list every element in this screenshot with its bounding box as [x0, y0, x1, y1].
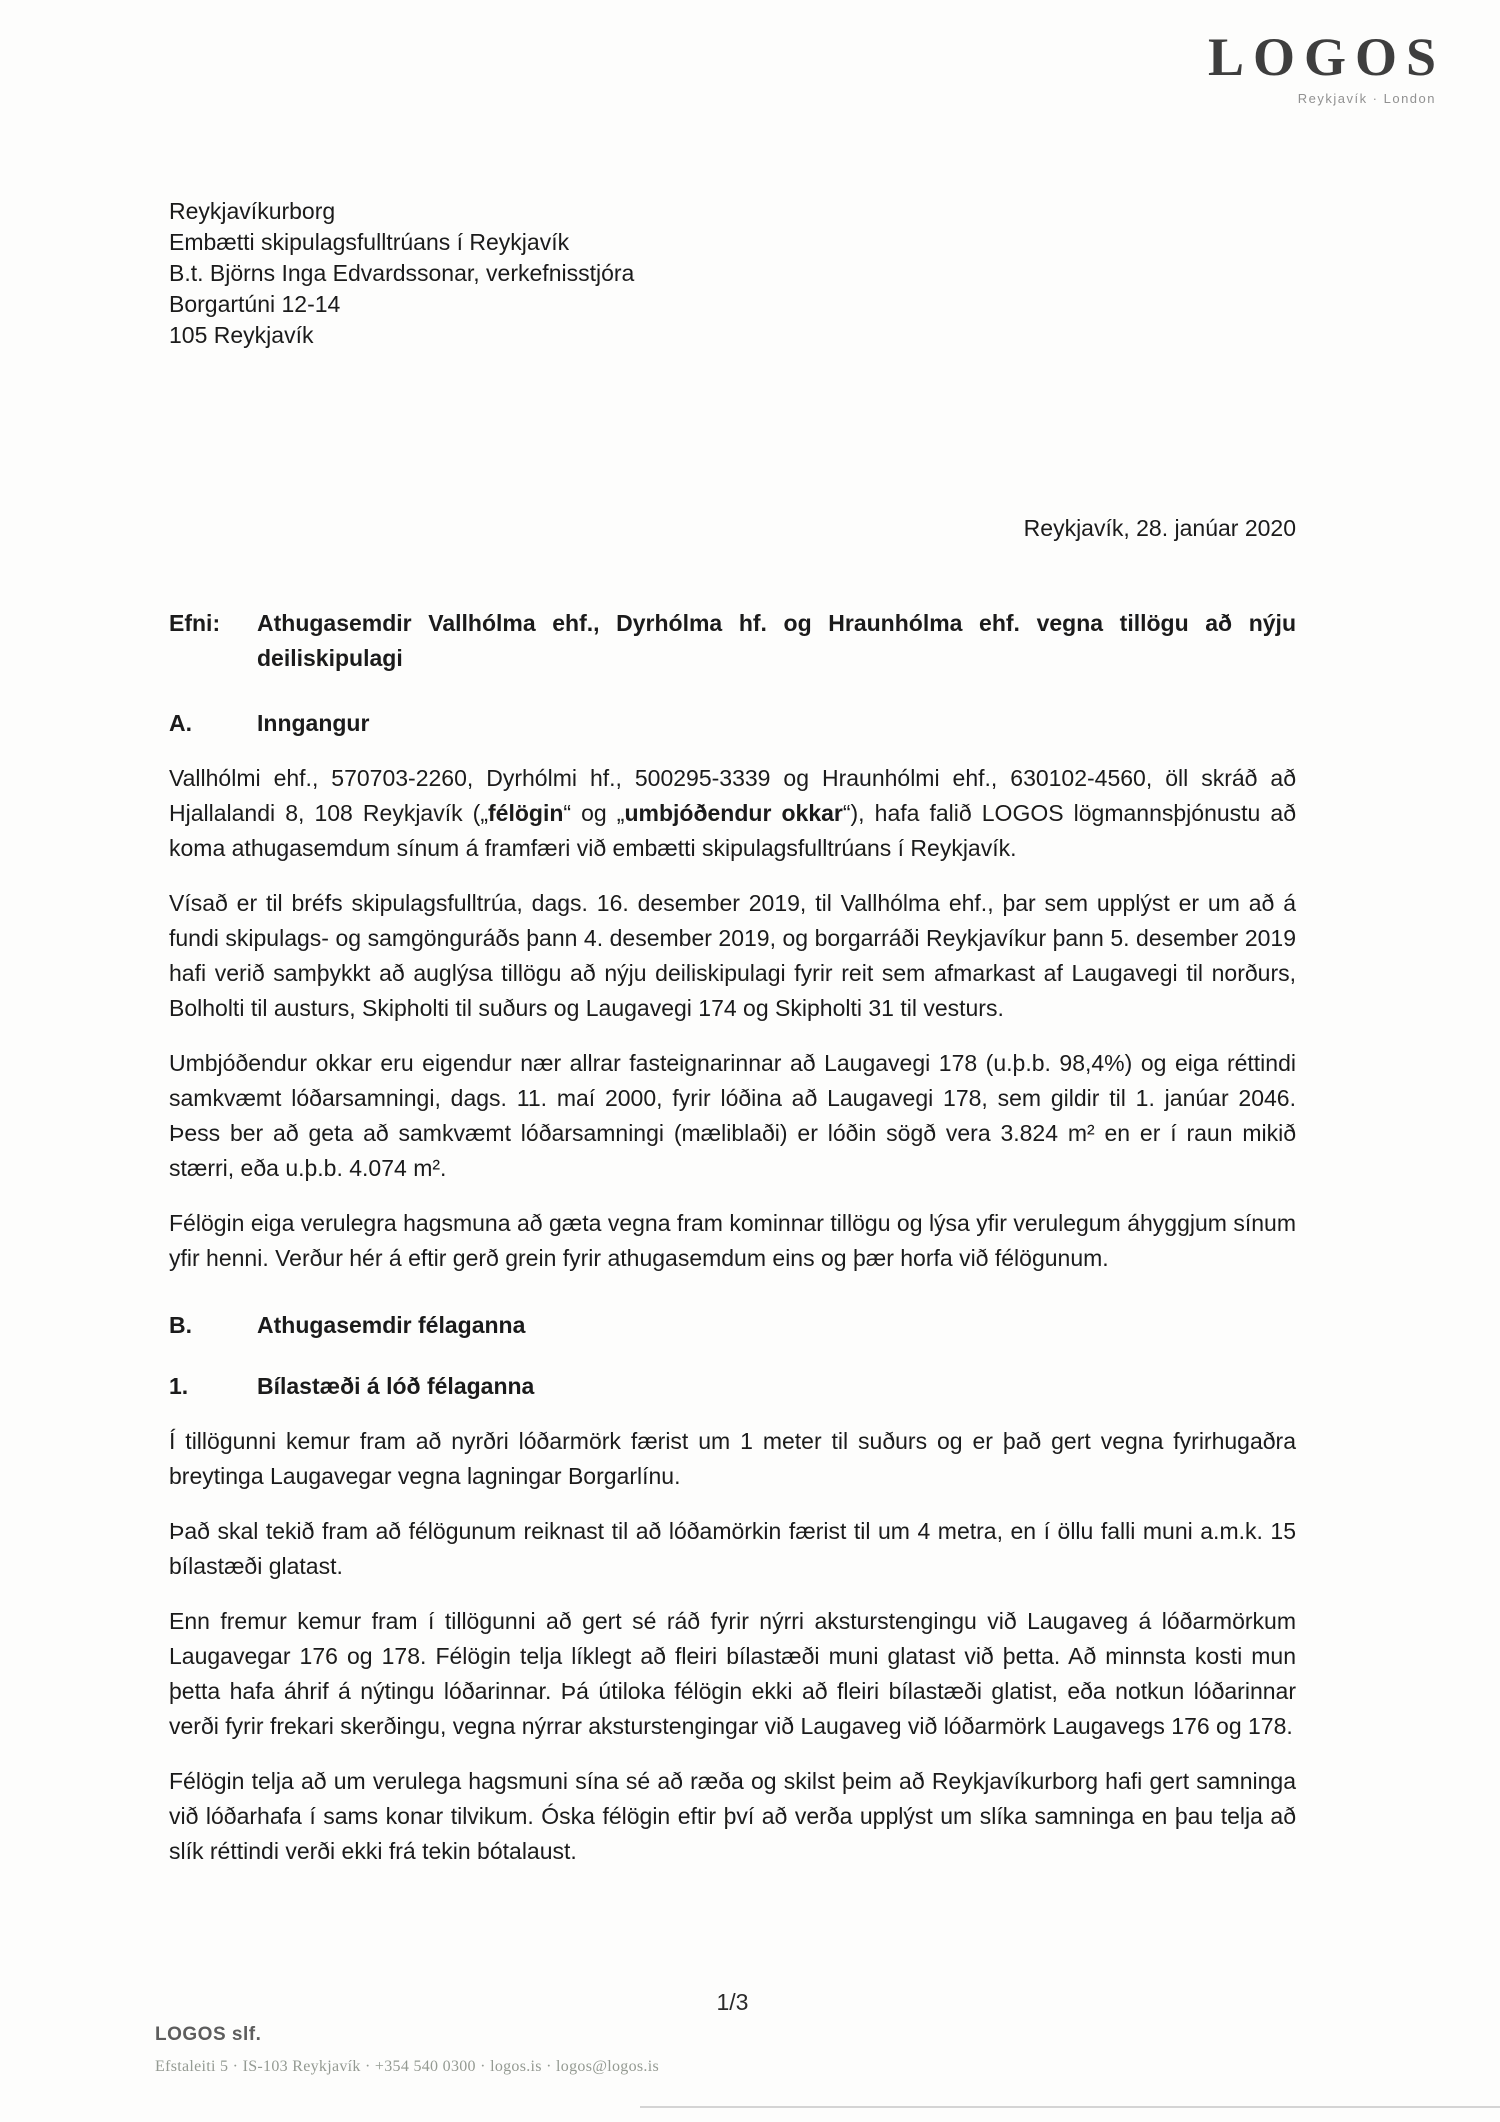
page-number: 1/3: [716, 1989, 749, 2015]
scan-artifact-line: [640, 2106, 1500, 2108]
paragraph-b1-2: Það skal tekið fram að félögunum reiknast til að lóðamörkin færist til um 4 metra, en í öllu falli muni a.m.k. 15 bílastæði glatast.: [169, 1518, 1296, 1579]
logos-wordmark: LOGOS: [1207, 27, 1445, 87]
paragraph-a3: Umbjóðendur okkar eru eigendur nær allrar fasteignarinnar að Laugavegi 178 (u.þ.b. 98,4%) og eiga réttindi samkvæmt lóðarsamningi, dags. 11. maí 2000, fyrir lóðina að Laugavegi 178, sem gildir til 1. janúar 2046. Þess ber að geta að samkvæmt lóðarsamningi (mæliblaði) er lóðin sögð vera 3.824 m² en er í raun mikið stærri, eða u.þ.b. 4.074 m².: [169, 1050, 1296, 1181]
letterhead-logo: [1207, 27, 1445, 106]
section-a-number: A.: [169, 710, 192, 736]
paragraph-b1-4: Félögin telja að um verulega hagsmuni sína sé að ræða og skilst þeim að Reykjavíkurborg hafi gert samninga við lóðarhafa í sams konar tilvikum. Óska félögin eftir því að verða upplýst um slíka samninga en þau telja að slík réttindi verði ekki frá tekin bótalaust.: [169, 1768, 1296, 1864]
paragraph-a1-part2: “ og „: [563, 800, 625, 826]
paragraph-a2: Vísað er til bréfs skipulagsfulltrúa, dags. 16. desember 2019, til Vallhólma ehf., þar sem upplýst er um að á fundi skipulags- og samgönguráðs þann 4. desember 2019, og borgarráði Reykjavíkur þann 5. desember 2019 hafi verið samþykkt að auglýsa tillögu að nýju deiliskipulagi fyrir reit sem afmarkast af Laugavegi til norðurs, Bolholti til austurs, Skipholti til suðurs og Laugavegi 174 og Skipholti 31 til vesturs.: [169, 890, 1296, 1021]
paragraph-b1-1: Í tillögunni kemur fram að nyrðri lóðarmörk færist um 1 meter til suðurs og er það gert vegna fyrirhugaðra breytinga Laugavegar vegna lagningar Borgarlínu.: [169, 1428, 1296, 1489]
recipient-line-4: Borgartúni 12-14: [169, 291, 341, 317]
subsection-1-heading: [169, 1369, 1296, 1404]
logo-tagline: Reykjavík · London: [1297, 91, 1436, 106]
paragraph-a1-part3: “), hafa falið LOGOS lögmannsþjónustu að koma athugasemdum sínum á framfæri við embætti skipulagsfulltrúans í Reykjavík.: [169, 800, 1296, 861]
paragraph-a1-bold-felogin: félögin: [488, 800, 564, 826]
letter-body: [0, 196, 1500, 1869]
section-b-title: Athugasemdir félaganna: [257, 1312, 526, 1338]
footer-address: Efstaleiti 5 · IS-103 Reykjavík · +354 540 0300 · logos.is · logos@logos.is: [155, 2058, 660, 2075]
footer-firm-name: LOGOS slf.: [155, 2024, 262, 2045]
recipient-line-5: 105 Reykjavík: [169, 322, 314, 348]
subject-label: Efni:: [169, 610, 221, 636]
section-a-title: Inngangur: [257, 710, 370, 736]
recipient-line-1: Reykjavíkurborg: [169, 198, 336, 224]
section-b-heading: [169, 1308, 1296, 1343]
subject-line: [169, 606, 1296, 676]
subject-text: Athugasemdir Vallhólma ehf., Dyrhólma hf. og Hraunhólma ehf. vegna tillögu að nýju deiliskipulagi: [257, 610, 1296, 671]
subsection-1-title: Bílastæði á lóð félaganna: [257, 1373, 535, 1399]
recipient-line-2: Embætti skipulagsfulltrúans í Reykjavík: [169, 229, 570, 255]
section-b-number: B.: [169, 1312, 192, 1338]
paragraph-a1-part1: Vallhólmi ehf., 570703-2260, Dyrhólmi hf., 500295-3339 og Hraunhólmi ehf., 630102-4560, öll skráð að Hjallalandi 8, 108 Reykjavík („: [169, 765, 1296, 826]
recipient-address: [169, 196, 1296, 351]
paragraph-a4: Félögin eiga verulegra hagsmuna að gæta vegna fram kominnar tillögu og lýsa yfir verulegum áhyggjum sínum yfir henni. Verður hér á eftir gerð grein fyrir athugasemdum eins og þær horfa við félögunum.: [169, 1210, 1296, 1271]
paragraph-b1-3: Enn fremur kemur fram í tillögunni að gert sé ráð fyrir nýrri aksturstengingu við Laugaveg á lóðarmörkum Laugavegar 176 og 178. Félögin telja líklegt að fleiri bílastæði muni glatast við þetta. Að minnsta kosti mun þetta hafa áhrif á nýtingu lóðarinnar. Þá útiloka félögin ekki að fleiri bílastæði glatist, eða notkun lóðarinnar verði fyrir frekari skerðingu, vegna nýrrar aksturstengingar við Laugaveg við lóðarmörk Laugavegs 176 og 178.: [169, 1608, 1296, 1739]
subsection-1-number: 1.: [169, 1373, 189, 1399]
section-a-heading: [169, 706, 1296, 741]
paragraph-a1: [169, 761, 1296, 866]
recipient-line-3: B.t. Björns Inga Edvardssonar, verkefnisstjóra: [169, 260, 635, 286]
paragraph-a1-bold-umbjodendur: umbjóðendur okkar: [624, 800, 843, 826]
date-line: Reykjavík, 28. janúar 2020: [1023, 515, 1296, 541]
